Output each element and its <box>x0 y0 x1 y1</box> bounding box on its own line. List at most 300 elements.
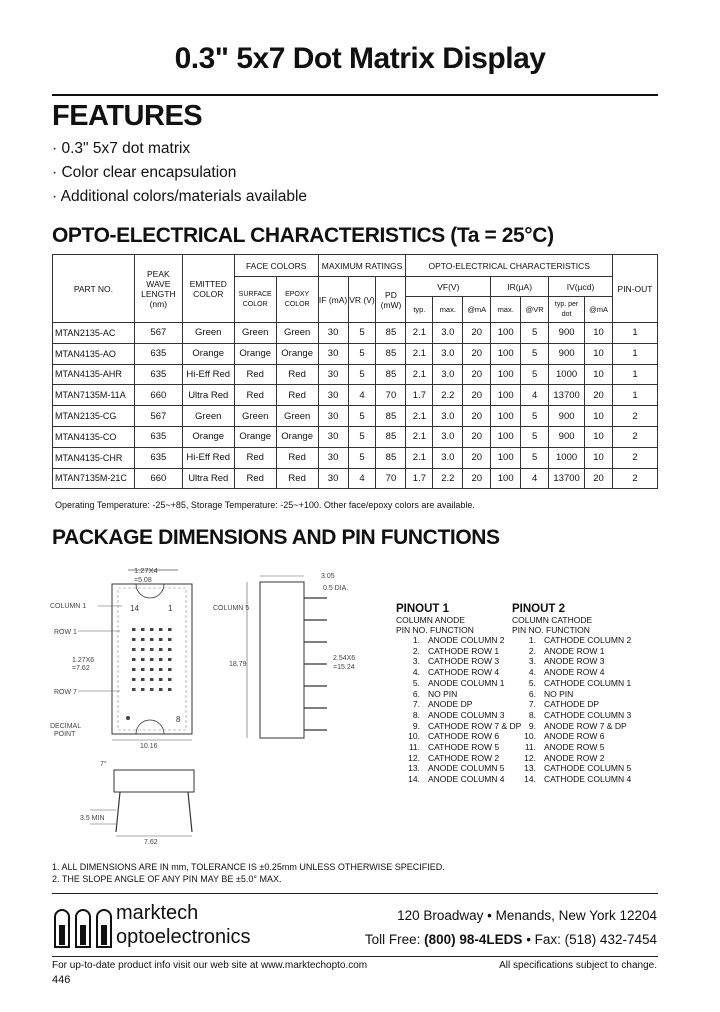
table-cell: 5 <box>348 323 376 344</box>
table-row <box>53 447 658 468</box>
header-part-no: PART NO. <box>53 255 135 323</box>
column1-label: COLUMN 1 <box>50 603 87 610</box>
footer-rule <box>52 893 658 894</box>
angle-label: 7° <box>100 761 107 768</box>
contact-line <box>365 932 657 947</box>
table-cell: 5 <box>521 364 549 385</box>
table-cell: 4 <box>521 385 549 406</box>
matrix-dot <box>159 688 163 691</box>
header-max-ir: max. <box>491 297 521 323</box>
table-cell: 635 <box>134 447 182 468</box>
table-cell: 3.0 <box>433 343 463 364</box>
package-heading: PACKAGE DIMENSIONS AND PIN FUNCTIONS <box>52 526 500 549</box>
table-cell: MTAN7135M-11A <box>53 385 135 406</box>
pin-function-row <box>512 774 662 785</box>
matrix-dot <box>132 628 136 631</box>
table-cell: 30 <box>318 406 348 427</box>
table-cell: 2 <box>613 426 658 447</box>
matrix-dot <box>159 658 163 661</box>
pin-function: ANODE COLUMN 1 <box>428 677 505 688</box>
pin-number: 13. <box>524 763 536 774</box>
height-label: 18.79 <box>229 661 247 668</box>
table-cell: Ultra Red <box>182 385 234 406</box>
table-row <box>53 426 658 447</box>
matrix-dot <box>159 638 163 641</box>
column5-label: COLUMN 5 <box>213 605 250 612</box>
matrix-dot <box>150 688 154 691</box>
table-cell: Red <box>234 364 276 385</box>
pin-number: 14. <box>408 774 420 785</box>
table-cell: MTAN7135M-21C <box>53 468 135 489</box>
header-if: IF (mA) <box>318 277 348 323</box>
pin-function: ANODE DP <box>428 699 473 710</box>
pin-function-row <box>396 774 511 785</box>
table-cell: 13700 <box>549 468 585 489</box>
pin-8-label: 8 <box>176 715 181 724</box>
pin-number: 10. <box>408 731 420 742</box>
pin-number: 6. <box>412 688 420 699</box>
table-cell: Orange <box>276 426 318 447</box>
decimal-label: DECIMAL <box>50 723 82 730</box>
pin-number: 1. <box>412 635 420 645</box>
table-cell: Green <box>182 323 234 344</box>
matrix-dot <box>159 648 163 651</box>
feature-item: · Additional colors/materials available <box>52 188 308 205</box>
table-cell: 20 <box>463 406 491 427</box>
note-1: 1. ALL DIMENSIONS ARE IN mm, TOLERANCE IS ±0.25mm UNLESS OTHERWISE SPECIFIED. <box>52 862 445 872</box>
matrix-dot <box>168 668 172 671</box>
table-cell: 2 <box>613 447 658 468</box>
table-cell: 635 <box>134 426 182 447</box>
pin-function: CATHODE ROW 3 <box>428 656 500 667</box>
table-cell: 3.0 <box>433 323 463 344</box>
pin-function: CATHODE COLUMN 3 <box>544 709 632 720</box>
width-bottom-label: 10.16 <box>140 743 158 748</box>
matrix-dot <box>141 668 145 671</box>
table-cell: MTAN4135-CO <box>53 426 135 447</box>
table-cell: Green <box>182 406 234 427</box>
table-cell: Green <box>276 406 318 427</box>
header-typ-per-dot: typ. per dot <box>549 297 585 323</box>
pin-function-row <box>396 656 511 667</box>
disclaimer: All specifications subject to change. <box>499 960 657 971</box>
table-cell: Red <box>276 447 318 468</box>
table-cell: 20 <box>463 323 491 344</box>
header-vf: VF(V) <box>406 277 491 297</box>
table-cell: 1 <box>613 364 658 385</box>
table-cell: 1.7 <box>406 468 433 489</box>
pin-function-row <box>512 710 662 721</box>
pitch-label-2: =7.62 <box>72 665 90 672</box>
table-cell: 100 <box>491 406 521 427</box>
pin-function: ANODE COLUMN 4 <box>428 774 505 785</box>
pin-function: ANODE ROW 7 & DP <box>544 720 627 731</box>
lead-view-drawing <box>50 752 200 846</box>
table-cell: MTAN4135-AHR <box>53 364 135 385</box>
matrix-dot <box>150 638 154 641</box>
pin-pitch-label: 2.54X6 <box>333 655 356 662</box>
header-peak-wave: PEAK WAVE LENGTH (nm) <box>134 255 182 323</box>
table-cell: Green <box>276 323 318 344</box>
pin-function: CATHODE ROW 2 <box>428 752 500 763</box>
table-cell: MTAN2135-CG <box>53 406 135 427</box>
pin-function: ANODE ROW 1 <box>544 645 605 656</box>
table-cell: Red <box>234 385 276 406</box>
table-row <box>53 343 658 364</box>
table-cell: 5 <box>521 447 549 468</box>
table-cell: 70 <box>376 468 406 489</box>
pinout1-sub2: PIN NO. FUNCTION <box>396 625 474 635</box>
table-cell: 1 <box>613 343 658 364</box>
pin-number: 13. <box>408 763 420 774</box>
pin-number: 5. <box>412 677 420 688</box>
pin-function-row <box>396 763 511 774</box>
table-cell: 3.0 <box>433 426 463 447</box>
row1-label: ROW 1 <box>54 629 77 636</box>
pin-function-row <box>512 678 662 689</box>
title-rule <box>52 94 658 96</box>
spacing-label: 7.62 <box>144 839 158 846</box>
header-oe-char: OPTO-ELECTRICAL CHARACTERISTICS <box>406 255 613 277</box>
header-typ: typ. <box>406 297 433 323</box>
matrix-dot <box>159 668 163 671</box>
pinout2-title: PINOUT 2 <box>512 603 566 615</box>
table-cell: 5 <box>348 343 376 364</box>
pin-function: NO PIN <box>544 688 574 699</box>
pin-function-row <box>512 699 662 710</box>
table-cell: 10 <box>585 343 613 364</box>
matrix-dot <box>141 678 145 681</box>
table-cell: Green <box>234 323 276 344</box>
pin-function-row <box>512 656 662 667</box>
table-cell: 20 <box>463 343 491 364</box>
matrix-dot <box>141 638 145 641</box>
pin-function: CATHODE ROW 7 & DP <box>428 720 522 731</box>
page-number: 446 <box>52 974 71 986</box>
table-cell: 635 <box>134 343 182 364</box>
pin-function: ANODE ROW 3 <box>544 656 605 667</box>
table-cell: 10 <box>585 447 613 468</box>
table-cell: 30 <box>318 447 348 468</box>
table-cell: 2.1 <box>406 343 433 364</box>
pin-function-row <box>512 742 662 753</box>
table-cell: 2.1 <box>406 406 433 427</box>
pinout1-block <box>396 603 522 785</box>
table-row <box>53 364 658 385</box>
table-cell: 900 <box>549 406 585 427</box>
table-cell: 5 <box>348 364 376 385</box>
pin-number: 9. <box>528 720 536 731</box>
width-top-label-2: =5.08 <box>134 577 152 584</box>
pin-function-row <box>396 742 511 753</box>
table-cell: 1000 <box>549 447 585 468</box>
table-cell: 10 <box>585 406 613 427</box>
pinout2-block <box>512 603 662 785</box>
matrix-dot <box>132 648 136 651</box>
table-cell: 30 <box>318 468 348 489</box>
table-cell: 30 <box>318 323 348 344</box>
pinout1-sub1: COLUMN ANODE <box>396 615 465 625</box>
matrix-dot <box>132 668 136 671</box>
matrix-dot <box>150 668 154 671</box>
pin-number: 7. <box>528 699 536 710</box>
header-ma-iv: @mA <box>585 297 613 323</box>
pin-function: ANODE ROW 2 <box>544 752 605 763</box>
pin-function: CATHODE ROW 1 <box>428 645 500 656</box>
table-cell: 3.0 <box>433 406 463 427</box>
matrix-dot <box>168 638 172 641</box>
table-cell: 660 <box>134 385 182 406</box>
table-cell: 100 <box>491 364 521 385</box>
table-cell: 5 <box>521 406 549 427</box>
company-address: 120 Broadway • Menands, New York 12204 <box>397 908 657 923</box>
pin-number: 11. <box>408 742 420 753</box>
matrix-dot <box>150 678 154 681</box>
table-cell: 20 <box>463 385 491 406</box>
header-max: max. <box>433 297 463 323</box>
table-cell: Red <box>276 364 318 385</box>
features-heading: FEATURES <box>52 100 203 132</box>
pin-function-row <box>396 689 511 700</box>
table-cell: 5 <box>521 323 549 344</box>
table-cell: Green <box>234 406 276 427</box>
table-cell: 900 <box>549 343 585 364</box>
table-cell: Hi-Eff Red <box>182 364 234 385</box>
pin-function-row <box>396 667 511 678</box>
pin-number: 4. <box>528 667 536 678</box>
table-cell: 635 <box>134 364 182 385</box>
table-row <box>53 406 658 427</box>
pin-1-label: 1 <box>168 604 173 613</box>
pin-number: 10. <box>524 731 536 742</box>
pin-function: CATHODE ROW 6 <box>428 731 500 742</box>
table-cell: 20 <box>463 447 491 468</box>
pin-function-row <box>512 667 662 678</box>
header-max-ratings: MAXIMUM RATINGS <box>318 255 406 277</box>
pin-function-row <box>396 710 511 721</box>
lead-label: 3.5 MIN <box>80 815 105 822</box>
spec-table <box>52 254 658 489</box>
table-cell: 30 <box>318 385 348 406</box>
table-cell: 4 <box>521 468 549 489</box>
pin-function-row <box>396 720 522 732</box>
table-cell: 100 <box>491 343 521 364</box>
matrix-dot <box>168 658 172 661</box>
header-pin-out: PIN-OUT <box>613 255 658 323</box>
table-cell: 70 <box>376 385 406 406</box>
matrix-dot <box>159 678 163 681</box>
pin-number: 9. <box>412 720 420 731</box>
table-row <box>53 468 658 489</box>
pin-function-row <box>396 678 511 689</box>
table-cell: 20 <box>585 468 613 489</box>
pin-number: 6. <box>528 688 536 699</box>
matrix-dot <box>168 628 172 631</box>
matrix-dot <box>150 648 154 651</box>
table-cell: Ultra Red <box>182 468 234 489</box>
pin-number: 2. <box>412 645 420 656</box>
pinout2-sub1: COLUMN CATHODE <box>512 615 593 625</box>
matrix-dot <box>168 678 172 681</box>
row7-label: ROW 7 <box>54 689 77 696</box>
website-note: For up-to-date product info visit our web site at www.marktechopto.com <box>52 960 368 971</box>
table-cell: 13700 <box>549 385 585 406</box>
table-cell: 660 <box>134 468 182 489</box>
table-cell: 5 <box>521 426 549 447</box>
table-cell: 5 <box>348 426 376 447</box>
table-cell: 2.1 <box>406 364 433 385</box>
header-vr: VR (V) <box>348 277 376 323</box>
matrix-dot <box>159 628 163 631</box>
matrix-dot <box>150 658 154 661</box>
header-pd: PD (mW) <box>376 277 406 323</box>
pin-number: 8. <box>412 709 420 720</box>
pin-function-row <box>512 753 662 764</box>
pin-function: CATHODE ROW 5 <box>428 742 500 753</box>
table-cell: 2 <box>613 468 658 489</box>
pin-number: 3. <box>528 656 536 667</box>
table-cell: 85 <box>376 447 406 468</box>
table-cell: 2.2 <box>433 385 463 406</box>
note-2: 2. THE SLOPE ANGLE OF ANY PIN MAY BE ±5.0° MAX. <box>52 874 282 884</box>
table-cell: 100 <box>491 447 521 468</box>
table-cell: 85 <box>376 406 406 427</box>
table-cell: 10 <box>585 426 613 447</box>
table-cell: 85 <box>376 426 406 447</box>
pin-function-row <box>512 731 662 742</box>
table-cell: 85 <box>376 343 406 364</box>
opto-heading: OPTO-ELECTRICAL CHARACTERISTICS (Ta = 25°C) <box>52 224 554 247</box>
table-cell: 100 <box>491 385 521 406</box>
table-cell: Red <box>276 385 318 406</box>
matrix-dot <box>141 628 145 631</box>
pinout2-sub2: PIN NO. FUNCTION <box>512 625 590 635</box>
header-face-colors: FACE COLORS <box>234 255 318 277</box>
table-cell: 3.0 <box>433 364 463 385</box>
pin-function: ANODE ROW 4 <box>544 667 605 678</box>
table-cell: Red <box>234 468 276 489</box>
feature-item: · Color clear encapsulation <box>52 164 237 181</box>
toll-number: (800) 98-4LEDS <box>424 932 523 947</box>
matrix-dot <box>132 658 136 661</box>
matrix-dot <box>141 658 145 661</box>
width-top-label: 1.27X4 <box>134 566 158 575</box>
pin-function: CATHODE DP <box>544 699 600 710</box>
table-cell: 100 <box>491 468 521 489</box>
pin-function: CATHODE COLUMN 2 <box>544 635 632 645</box>
header-emitted-color: EMITTED COLOR <box>182 255 234 323</box>
d305-label: 3.05 <box>321 573 335 580</box>
matrix-dot <box>132 638 136 641</box>
side-view-drawing <box>205 562 385 748</box>
table-cell: MTAN4135-CHR <box>53 447 135 468</box>
table-row <box>53 385 658 406</box>
matrix-dot <box>150 628 154 631</box>
table-cell: 85 <box>376 323 406 344</box>
matrix-dot <box>141 688 145 691</box>
company-name-2: optoelectronics <box>116 926 251 948</box>
point-label: POINT <box>54 731 76 738</box>
table-cell: 1 <box>613 323 658 344</box>
pin-number: 14. <box>524 774 536 785</box>
pin-number: 2. <box>528 645 536 656</box>
pin-function-row <box>512 635 662 646</box>
table-cell: 900 <box>549 426 585 447</box>
pitch-label: 1.27X6 <box>72 657 95 664</box>
pin-function: ANODE COLUMN 3 <box>428 709 505 720</box>
table-cell: 2.1 <box>406 426 433 447</box>
table-cell: Red <box>234 447 276 468</box>
pin-number: 12. <box>524 752 536 763</box>
matrix-dot <box>168 688 172 691</box>
pin-function: ANODE ROW 5 <box>544 742 605 753</box>
table-cell: MTAN4135-AO <box>53 343 135 364</box>
pin-number: 5. <box>528 677 536 688</box>
dia-label: 0.5 DIA. <box>323 585 349 592</box>
table-cell: 2.2 <box>433 468 463 489</box>
table-cell: 567 <box>134 323 182 344</box>
table-cell: 100 <box>491 426 521 447</box>
toll-label: Toll Free: <box>364 932 421 947</box>
table-cell: 20 <box>463 426 491 447</box>
matrix-dot <box>168 648 172 651</box>
pin-function-row <box>396 699 511 710</box>
pin-number: 8. <box>528 709 536 720</box>
table-cell: 567 <box>134 406 182 427</box>
header-ma: @mA <box>463 297 491 323</box>
table-cell: 3.0 <box>433 447 463 468</box>
table-cell: 20 <box>463 468 491 489</box>
pin-function: CATHODE COLUMN 1 <box>544 677 632 688</box>
pin-function: ANODE COLUMN 2 <box>428 635 505 645</box>
pin-number: 11. <box>524 742 536 753</box>
table-cell: 20 <box>585 385 613 406</box>
table-cell: 900 <box>549 323 585 344</box>
pin-function-row <box>512 763 662 774</box>
table-cell: 2.1 <box>406 323 433 344</box>
table-cell: 4 <box>348 385 376 406</box>
pin-function-row <box>396 635 511 646</box>
front-view-drawing <box>50 562 200 748</box>
table-cell: 85 <box>376 364 406 385</box>
table-cell: Red <box>276 468 318 489</box>
pin-function: CATHODE COLUMN 5 <box>544 763 632 774</box>
table-cell: 5 <box>348 447 376 468</box>
pin-number: 12. <box>408 752 420 763</box>
table-cell: Orange <box>182 343 234 364</box>
pin-number: 3. <box>412 656 420 667</box>
footer-rule-2 <box>52 956 658 957</box>
table-cell: 30 <box>318 426 348 447</box>
table-cell: 100 <box>491 323 521 344</box>
table-cell: Hi-Eff Red <box>182 447 234 468</box>
temperature-note: Operating Temperature: -25~+85, Storage Temperature: -25~+100. Other face/epoxy colors are available. <box>55 500 475 510</box>
pin-function-row <box>396 646 511 657</box>
pin-number: 7. <box>412 699 420 710</box>
table-cell: 10 <box>585 323 613 344</box>
table-cell: 1000 <box>549 364 585 385</box>
table-cell: MTAN2135-AC <box>53 323 135 344</box>
pinout1-title: PINOUT 1 <box>396 603 450 615</box>
table-cell: Orange <box>182 426 234 447</box>
table-cell: 1 <box>613 385 658 406</box>
table-cell: 5 <box>521 343 549 364</box>
table-cell: 30 <box>318 364 348 385</box>
pin-function: CATHODE COLUMN 4 <box>544 774 632 785</box>
matrix-dot <box>132 678 136 681</box>
pin-function-row <box>512 689 662 700</box>
pin-pitch-label-2: =15.24 <box>333 664 355 671</box>
